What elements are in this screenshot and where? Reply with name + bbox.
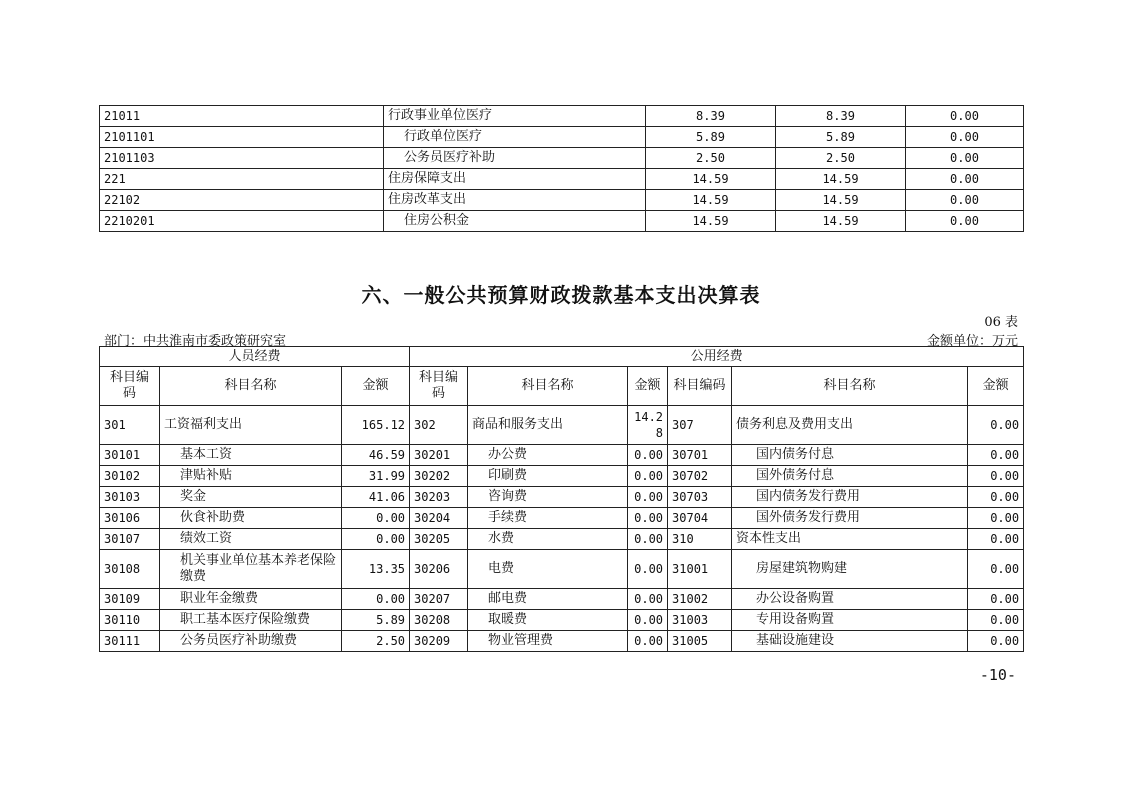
cell-other-code: 310	[668, 529, 732, 550]
page-number: -10-	[979, 666, 1016, 684]
col-header-code: 科目编码	[668, 367, 732, 406]
table-row	[100, 610, 1024, 631]
cell-other-amount: 0.00	[968, 529, 1024, 550]
cell-goods-code: 30208	[410, 610, 468, 631]
cell-goods-code: 30203	[410, 487, 468, 508]
cell-goods-name: 商品和服务支出	[468, 406, 628, 445]
cell-goods-code: 30209	[410, 631, 468, 652]
cell-goods-amount: 0.00	[628, 631, 668, 652]
cell-goods-amount: 0.00	[628, 589, 668, 610]
cell-personnel-amount: 5.89	[342, 610, 410, 631]
cell-other-name: 房屋建筑物购建	[732, 550, 968, 589]
cell-project: 0.00	[906, 106, 1024, 127]
cell-personnel-name: 工资福利支出	[160, 406, 342, 445]
cell-goods-name: 手续费	[468, 508, 628, 529]
cell-other-amount: 0.00	[968, 631, 1024, 652]
group-header-row	[100, 347, 1024, 367]
cell-personnel-code: 30102	[100, 466, 160, 487]
cell-personnel-amount: 0.00	[342, 508, 410, 529]
cell-total: 2.50	[646, 148, 776, 169]
cell-project: 0.00	[906, 211, 1024, 232]
cell-other-amount: 0.00	[968, 589, 1024, 610]
cell-personnel-code: 30109	[100, 589, 160, 610]
table-row	[100, 529, 1024, 550]
cell-other-code: 31002	[668, 589, 732, 610]
cell-goods-name: 水费	[468, 529, 628, 550]
cell-code: 2101101	[100, 127, 384, 148]
cell-total: 14.59	[646, 169, 776, 190]
department-label: 部门：中共淮南市委政策研究室	[104, 334, 287, 349]
cell-basic: 5.89	[776, 127, 906, 148]
col-header-name: 科目名称	[468, 367, 628, 406]
cell-other-amount: 0.00	[968, 508, 1024, 529]
cell-personnel-amount: 0.00	[342, 529, 410, 550]
table-row	[100, 211, 1024, 232]
col-header-code: 科目编码	[100, 367, 160, 406]
cell-other-name: 国内债务付息	[732, 445, 968, 466]
cell-other-name: 国外债务付息	[732, 466, 968, 487]
cell-personnel-amount: 31.99	[342, 466, 410, 487]
cell-personnel-name: 奖金	[160, 487, 342, 508]
cell-personnel-code: 30106	[100, 508, 160, 529]
cell-total: 8.39	[646, 106, 776, 127]
group-personnel-header: 人员经费	[100, 347, 410, 367]
cell-goods-name: 电费	[468, 550, 628, 589]
cell-personnel-amount: 0.00	[342, 589, 410, 610]
table-row	[100, 148, 1024, 169]
cell-goods-code: 30206	[410, 550, 468, 589]
amount-unit-label: 金额单位：万元	[926, 334, 1018, 349]
cell-other-name: 基础设施建设	[732, 631, 968, 652]
cell-goods-code: 30207	[410, 589, 468, 610]
cell-goods-code: 30202	[410, 466, 468, 487]
cell-name: 住房保障支出	[384, 169, 646, 190]
cell-code: 21011	[100, 106, 384, 127]
cell-other-amount: 0.00	[968, 487, 1024, 508]
cell-project: 0.00	[906, 190, 1024, 211]
cell-other-name: 专用设备购置	[732, 610, 968, 631]
col-header-amount: 金额	[968, 367, 1024, 406]
cell-personnel-name: 绩效工资	[160, 529, 342, 550]
table-row	[100, 406, 1024, 445]
cell-other-name: 债务利息及费用支出	[732, 406, 968, 445]
cell-other-code: 30702	[668, 466, 732, 487]
cell-personnel-code: 30107	[100, 529, 160, 550]
cell-personnel-code: 30110	[100, 610, 160, 631]
table-row	[100, 127, 1024, 148]
cell-personnel-amount: 165.12	[342, 406, 410, 445]
cell-goods-amount: 0.00	[628, 508, 668, 529]
table-row	[100, 169, 1024, 190]
cell-goods-name: 印刷费	[468, 466, 628, 487]
cell-total: 5.89	[646, 127, 776, 148]
cell-other-code: 30703	[668, 487, 732, 508]
cell-other-amount: 0.00	[968, 550, 1024, 589]
page-title: 六、一般公共预算财政拨款基本支出决算表	[361, 283, 761, 307]
cell-total: 14.59	[646, 190, 776, 211]
table-row	[100, 106, 1024, 127]
table-row	[100, 445, 1024, 466]
cell-other-name: 办公设备购置	[732, 589, 968, 610]
cell-other-name: 国内债务发行费用	[732, 487, 968, 508]
cell-personnel-name: 基本工资	[160, 445, 342, 466]
table-row	[100, 466, 1024, 487]
col-header-code: 科目编码	[410, 367, 468, 406]
cell-goods-amount: 0.00	[628, 445, 668, 466]
table-row	[100, 190, 1024, 211]
group-public-header: 公用经费	[410, 347, 1024, 367]
col-header-name: 科目名称	[732, 367, 968, 406]
cell-personnel-name: 机关事业单位基本养老保险缴费	[160, 550, 342, 589]
cell-other-code: 307	[668, 406, 732, 445]
cell-goods-amount: 0.00	[628, 550, 668, 589]
cell-goods-code: 30201	[410, 445, 468, 466]
cell-personnel-code: 30108	[100, 550, 160, 589]
cell-other-amount: 0.00	[968, 466, 1024, 487]
cell-goods-amount: 0.00	[628, 466, 668, 487]
cell-goods-amount: 0.00	[628, 529, 668, 550]
cell-other-amount: 0.00	[968, 445, 1024, 466]
col-header-name: 科目名称	[160, 367, 342, 406]
cell-personnel-name: 职业年金缴费	[160, 589, 342, 610]
cell-personnel-name: 公务员医疗补助缴费	[160, 631, 342, 652]
cell-personnel-code: 301	[100, 406, 160, 445]
cell-goods-code: 30205	[410, 529, 468, 550]
cell-personnel-name: 津贴补贴	[160, 466, 342, 487]
cell-goods-code: 30204	[410, 508, 468, 529]
cell-code: 2210201	[100, 211, 384, 232]
cell-goods-amount: 0.00	[628, 610, 668, 631]
table-number: 06 表	[984, 315, 1018, 330]
cell-personnel-code: 30103	[100, 487, 160, 508]
cell-goods-name: 取暖费	[468, 610, 628, 631]
table-row	[100, 508, 1024, 529]
cell-personnel-amount: 13.35	[342, 550, 410, 589]
cell-total: 14.59	[646, 211, 776, 232]
basic-expenditure-table	[99, 346, 1024, 652]
cell-name: 行政单位医疗	[384, 127, 646, 148]
cell-personnel-code: 30111	[100, 631, 160, 652]
cell-code: 221	[100, 169, 384, 190]
table-row	[100, 487, 1024, 508]
continued-expenditure-table	[99, 105, 1024, 232]
cell-other-code: 30701	[668, 445, 732, 466]
cell-basic: 14.59	[776, 169, 906, 190]
cell-other-code: 31003	[668, 610, 732, 631]
cell-other-code: 31001	[668, 550, 732, 589]
column-header-row	[100, 367, 1024, 406]
cell-personnel-amount: 46.59	[342, 445, 410, 466]
cell-basic: 14.59	[776, 190, 906, 211]
cell-personnel-code: 30101	[100, 445, 160, 466]
cell-name: 公务员医疗补助	[384, 148, 646, 169]
cell-personnel-name: 职工基本医疗保险缴费	[160, 610, 342, 631]
cell-code: 2101103	[100, 148, 384, 169]
cell-goods-name: 咨询费	[468, 487, 628, 508]
cell-name: 行政事业单位医疗	[384, 106, 646, 127]
cell-project: 0.00	[906, 127, 1024, 148]
table-row	[100, 631, 1024, 652]
cell-goods-name: 办公费	[468, 445, 628, 466]
cell-goods-amount: 14.28	[628, 406, 668, 445]
cell-personnel-amount: 41.06	[342, 487, 410, 508]
cell-basic: 8.39	[776, 106, 906, 127]
cell-other-name: 资本性支出	[732, 529, 968, 550]
cell-basic: 2.50	[776, 148, 906, 169]
cell-goods-amount: 0.00	[628, 487, 668, 508]
cell-goods-code: 302	[410, 406, 468, 445]
col-header-amount: 金额	[342, 367, 410, 406]
cell-other-code: 31005	[668, 631, 732, 652]
cell-other-name: 国外债务发行费用	[732, 508, 968, 529]
cell-other-code: 30704	[668, 508, 732, 529]
cell-basic: 14.59	[776, 211, 906, 232]
cell-name: 住房公积金	[384, 211, 646, 232]
cell-goods-name: 物业管理费	[468, 631, 628, 652]
cell-project: 0.00	[906, 169, 1024, 190]
cell-other-amount: 0.00	[968, 610, 1024, 631]
cell-code: 22102	[100, 190, 384, 211]
cell-name: 住房改革支出	[384, 190, 646, 211]
table-row	[100, 589, 1024, 610]
cell-personnel-name: 伙食补助费	[160, 508, 342, 529]
cell-goods-name: 邮电费	[468, 589, 628, 610]
col-header-amount: 金额	[628, 367, 668, 406]
table-row	[100, 550, 1024, 589]
cell-project: 0.00	[906, 148, 1024, 169]
cell-other-amount: 0.00	[968, 406, 1024, 445]
cell-personnel-amount: 2.50	[342, 631, 410, 652]
